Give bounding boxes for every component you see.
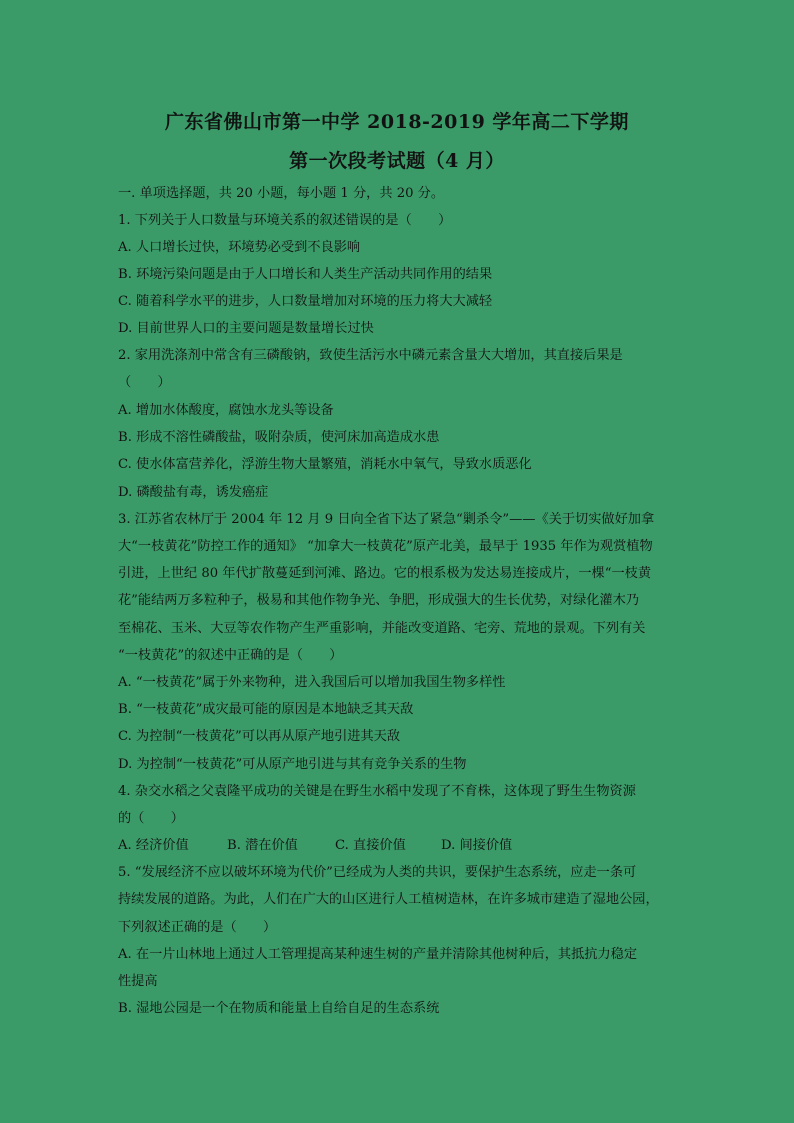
q5-option-a-cont: 性提高 [118, 974, 158, 989]
q1-option-c: C. 随着科学水平的进步，人口数量增加对环境的压力将大大减轻 [118, 294, 493, 309]
q3-option-c: C. 为控制“一枝黄花”可以再从原产地引进其天敌 [118, 729, 401, 744]
question-4: 4. 杂交水稻之父袁隆平成功的关键是在野生水稻中发现了不育株，这体现了野生生物资源 [118, 784, 636, 799]
q2-option-a: A. 增加水体酸度，腐蚀水龙头等设备 [118, 403, 334, 418]
q4-option-a: A. 经济价值 [118, 838, 189, 853]
q1-option-a: A. 人口增长过快，环境势必受到不良影响 [118, 240, 361, 255]
q2-option-c: C. 使水体富营养化，浮游生物大量繁殖，消耗水中氧气，导致水质恶化 [118, 457, 532, 472]
question-1: 1. 下列关于人口数量与环境关系的叙述错误的是（ ） [118, 213, 452, 228]
q4-option-d: D. 间接价值 [441, 838, 513, 853]
question-3-cont: 引进，上世纪 80 年代扩散蔓延到河滩、路边。它的根系极为发达易连接成片，一棵“一枝黄 [118, 566, 652, 581]
q1-option-d: D. 目前世界人口的主要问题是数量增长过快 [118, 321, 374, 336]
q2-option-d: D. 磷酸盐有毒，诱发癌症 [118, 485, 269, 500]
q5-option-a: A. 在一片山林地上通过人工管理提高某种速生树的产量并清除其他树种后，其抵抗力稳定 [118, 947, 638, 962]
question-5: 5. “发展经济不应以破坏环境为代价”已经成为人类的共识，要保护生态系统，应走一条可 [118, 865, 637, 880]
q3-option-a: A. “一枝黄花”属于外来物种，进入我国后可以增加我国生物多样性 [118, 675, 506, 690]
q4-option-c: C. 直接价值 [335, 838, 406, 853]
question-3-cont: 花”能结两万多粒种子，极易和其他作物争光、争肥，形成强大的生长优势，对绿化灌木乃 [118, 593, 640, 608]
question-5-cont: 下列叙述正确的是（ ） [118, 920, 277, 935]
question-3-cont: 大“一枝黄花”防控工作的通知》 “加拿大一枝黄花”原产北美，最早于 1935 年作为观赏植物 [118, 539, 653, 554]
question-2-cont: （ ） [118, 375, 171, 390]
q5-option-b: B. 湿地公园是一个在物质和能量上自给自足的生态系统 [118, 1001, 440, 1016]
question-5-cont: 持续发展的道路。为此，人们在广大的山区进行人工植树造林，在许多城市建造了湿地公园， [118, 892, 659, 907]
section-heading: 一. 单项选择题，共 20 小题，每小题 1 分，共 20 分。 [118, 186, 445, 201]
q2-option-b: B. 形成不溶性磷酸盐，吸附杂质，使河床加高造成水患 [118, 430, 440, 445]
exam-title-line1: 广东省佛山市第一中学 2018-2019 学年高二下学期 [165, 111, 629, 133]
q3-option-d: D. 为控制“一枝黄花”可从原产地引进与其有竞争关系的生物 [118, 757, 467, 772]
question-2: 2. 家用洗涤剂中常含有三磷酸钠，致使生活污水中磷元素含量大大增加，其直接后果是 [118, 348, 623, 363]
question-3-cont: “一枝黄花”的叙述中正确的是（ ） [118, 648, 343, 663]
exam-title-line2: 第一次段考试题（4 月） [289, 150, 505, 172]
question-3: 3. 江苏省农林厅于 2004 年 12 月 9 日向全省下达了紧急“剿杀令”——《关于切实做好加拿 [118, 512, 655, 527]
question-3-cont: 至棉花、玉米、大豆等农作物产生严重影响，并能改变道路、宅旁、荒地的景观。下列有关 [118, 621, 646, 636]
q1-option-b: B. 环境污染问题是由于人口增长和人类生产活动共同作用的结果 [118, 267, 493, 282]
q3-option-b: B. “一枝黄花”成灾最可能的原因是本地缺乏其天敌 [118, 702, 414, 717]
q4-option-b: B. 潜在价值 [227, 838, 298, 853]
question-4-cont: 的（ ） [118, 811, 184, 826]
